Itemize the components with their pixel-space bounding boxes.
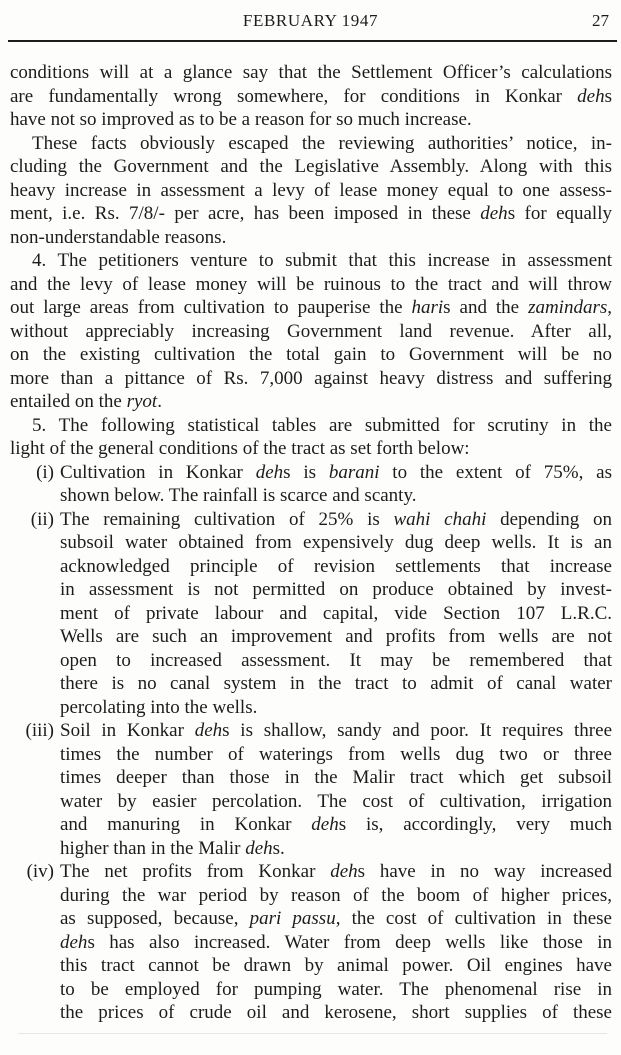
text-line: more than a pittance of Rs. 7,000 against heavy distress and suffering [10, 367, 612, 389]
text-line: and the levy of lease money will be ruinous to the tract and will throw [10, 273, 612, 295]
list-item [10, 860, 612, 1025]
text-line: 4. The petitioners venture to submit that this increase in assessment [32, 250, 612, 271]
running-header [0, 0, 621, 42]
text-line: as supposed, because, pari passu, the cost of cultivation in these [60, 908, 612, 929]
header-rule [8, 40, 617, 42]
document-body [10, 61, 612, 1025]
list-item [10, 461, 612, 508]
text-line: ment, i.e. Rs. 7/8/- per acre, has been imposed in these dehs for equally [10, 203, 612, 224]
text-line: The net profits from Konkar dehs have in no way increased [60, 861, 612, 882]
text-line: These facts obviously escaped the reviewing authorities’ notice, in- [32, 132, 612, 154]
list-item [10, 508, 612, 720]
text-line: have not so improved as to be a reason for so much increase. [10, 109, 472, 130]
text-line: this tract cannot be drawn by animal power. Oil engines have [60, 955, 612, 976]
text-line: light of the general conditions of the tract as set forth below: [10, 438, 470, 459]
paragraph [10, 132, 612, 250]
text-line: Soil in Konkar dehs is shallow, sandy and poor. It requires three [60, 720, 612, 741]
text-line: shown below. The rainfall is scarce and scanty. [60, 485, 417, 506]
text-line: cluding the Government and the Legislative Assembly. Along with this [10, 156, 612, 177]
list-marker: (ii) [30, 508, 54, 530]
text-line: without appreciably increasing Government land revenue. After all, [10, 320, 612, 342]
text-line: higher than in the Malir dehs. [60, 837, 285, 859]
text-line: Cultivation in Konkar dehs is barani to the extent of 75%, as [60, 461, 612, 483]
text-line: times the number of waterings from wells dug two or three [60, 743, 612, 765]
text-line: on the existing cultivation the total gain to Government will be no [10, 344, 612, 365]
text-line: conditions will at a glance say that the Settlement Officer’s calculations [10, 62, 612, 83]
paragraph [10, 61, 612, 132]
text-line: subsoil water obtained from expensively dug deep wells. It is an [60, 532, 612, 553]
paragraph [10, 414, 612, 461]
scan-artifact-line [18, 1033, 607, 1034]
text-line: there is no canal system in the tract to admit of canal water [60, 673, 612, 694]
text-line: the prices of crude oil and kerosene, short supplies of these [60, 1002, 612, 1023]
text-line: and manuring in Konkar dehs is, accordingly, very much [60, 814, 612, 835]
text-line: to be employed for pumping water. The phenomenal rise in [60, 978, 612, 1000]
text-line: 5. The following statistical tables are submitted for scrutiny in the [32, 414, 612, 436]
text-line: heavy increase in assessment a levy of lease money equal to one assess- [10, 179, 612, 201]
text-line: ment of private labour and capital, vide Section 107 L.R.C. [60, 602, 612, 624]
text-line: non-understandable reasons. [10, 226, 227, 248]
list-marker: (i) [36, 461, 54, 483]
text-line: entailed on the ryot. [10, 391, 162, 412]
text-line: out large areas from cultivation to pauperise the haris and the zamindars, [10, 297, 612, 318]
text-line: dehs has also increased. Water from deep wells like those in [60, 931, 612, 953]
text-line: The remaining cultivation of 25% is wahi chahi depending on [60, 508, 612, 530]
paragraph [10, 249, 612, 414]
text-line: percolating into the wells. [60, 696, 258, 718]
text-line: are fundamentally wrong somewhere, for conditions in Konkar dehs [10, 85, 612, 107]
page-number: 27 [592, 11, 609, 30]
list-marker: (iii) [25, 720, 54, 741]
text-line: in assessment is not permitted on produce obtained by invest- [60, 579, 612, 600]
text-line: during the war period by reason of the boom of higher prices, [60, 884, 612, 906]
text-line: acknowledged principle of revision settlements that increase [60, 555, 612, 577]
text-line: times deeper than those in the Malir tract which get subsoil [60, 767, 612, 788]
list-marker: (iv) [26, 861, 54, 882]
text-line: open to increased assessment. It may be remembered that [60, 649, 612, 671]
header-title: FEBRUARY 1947 [242, 11, 379, 30]
list-item [10, 719, 612, 860]
text-line: water by easier percolation. The cost of cultivation, irrigation [60, 790, 612, 812]
text-line: Wells are such an improvement and profits from wells are not [60, 626, 612, 647]
